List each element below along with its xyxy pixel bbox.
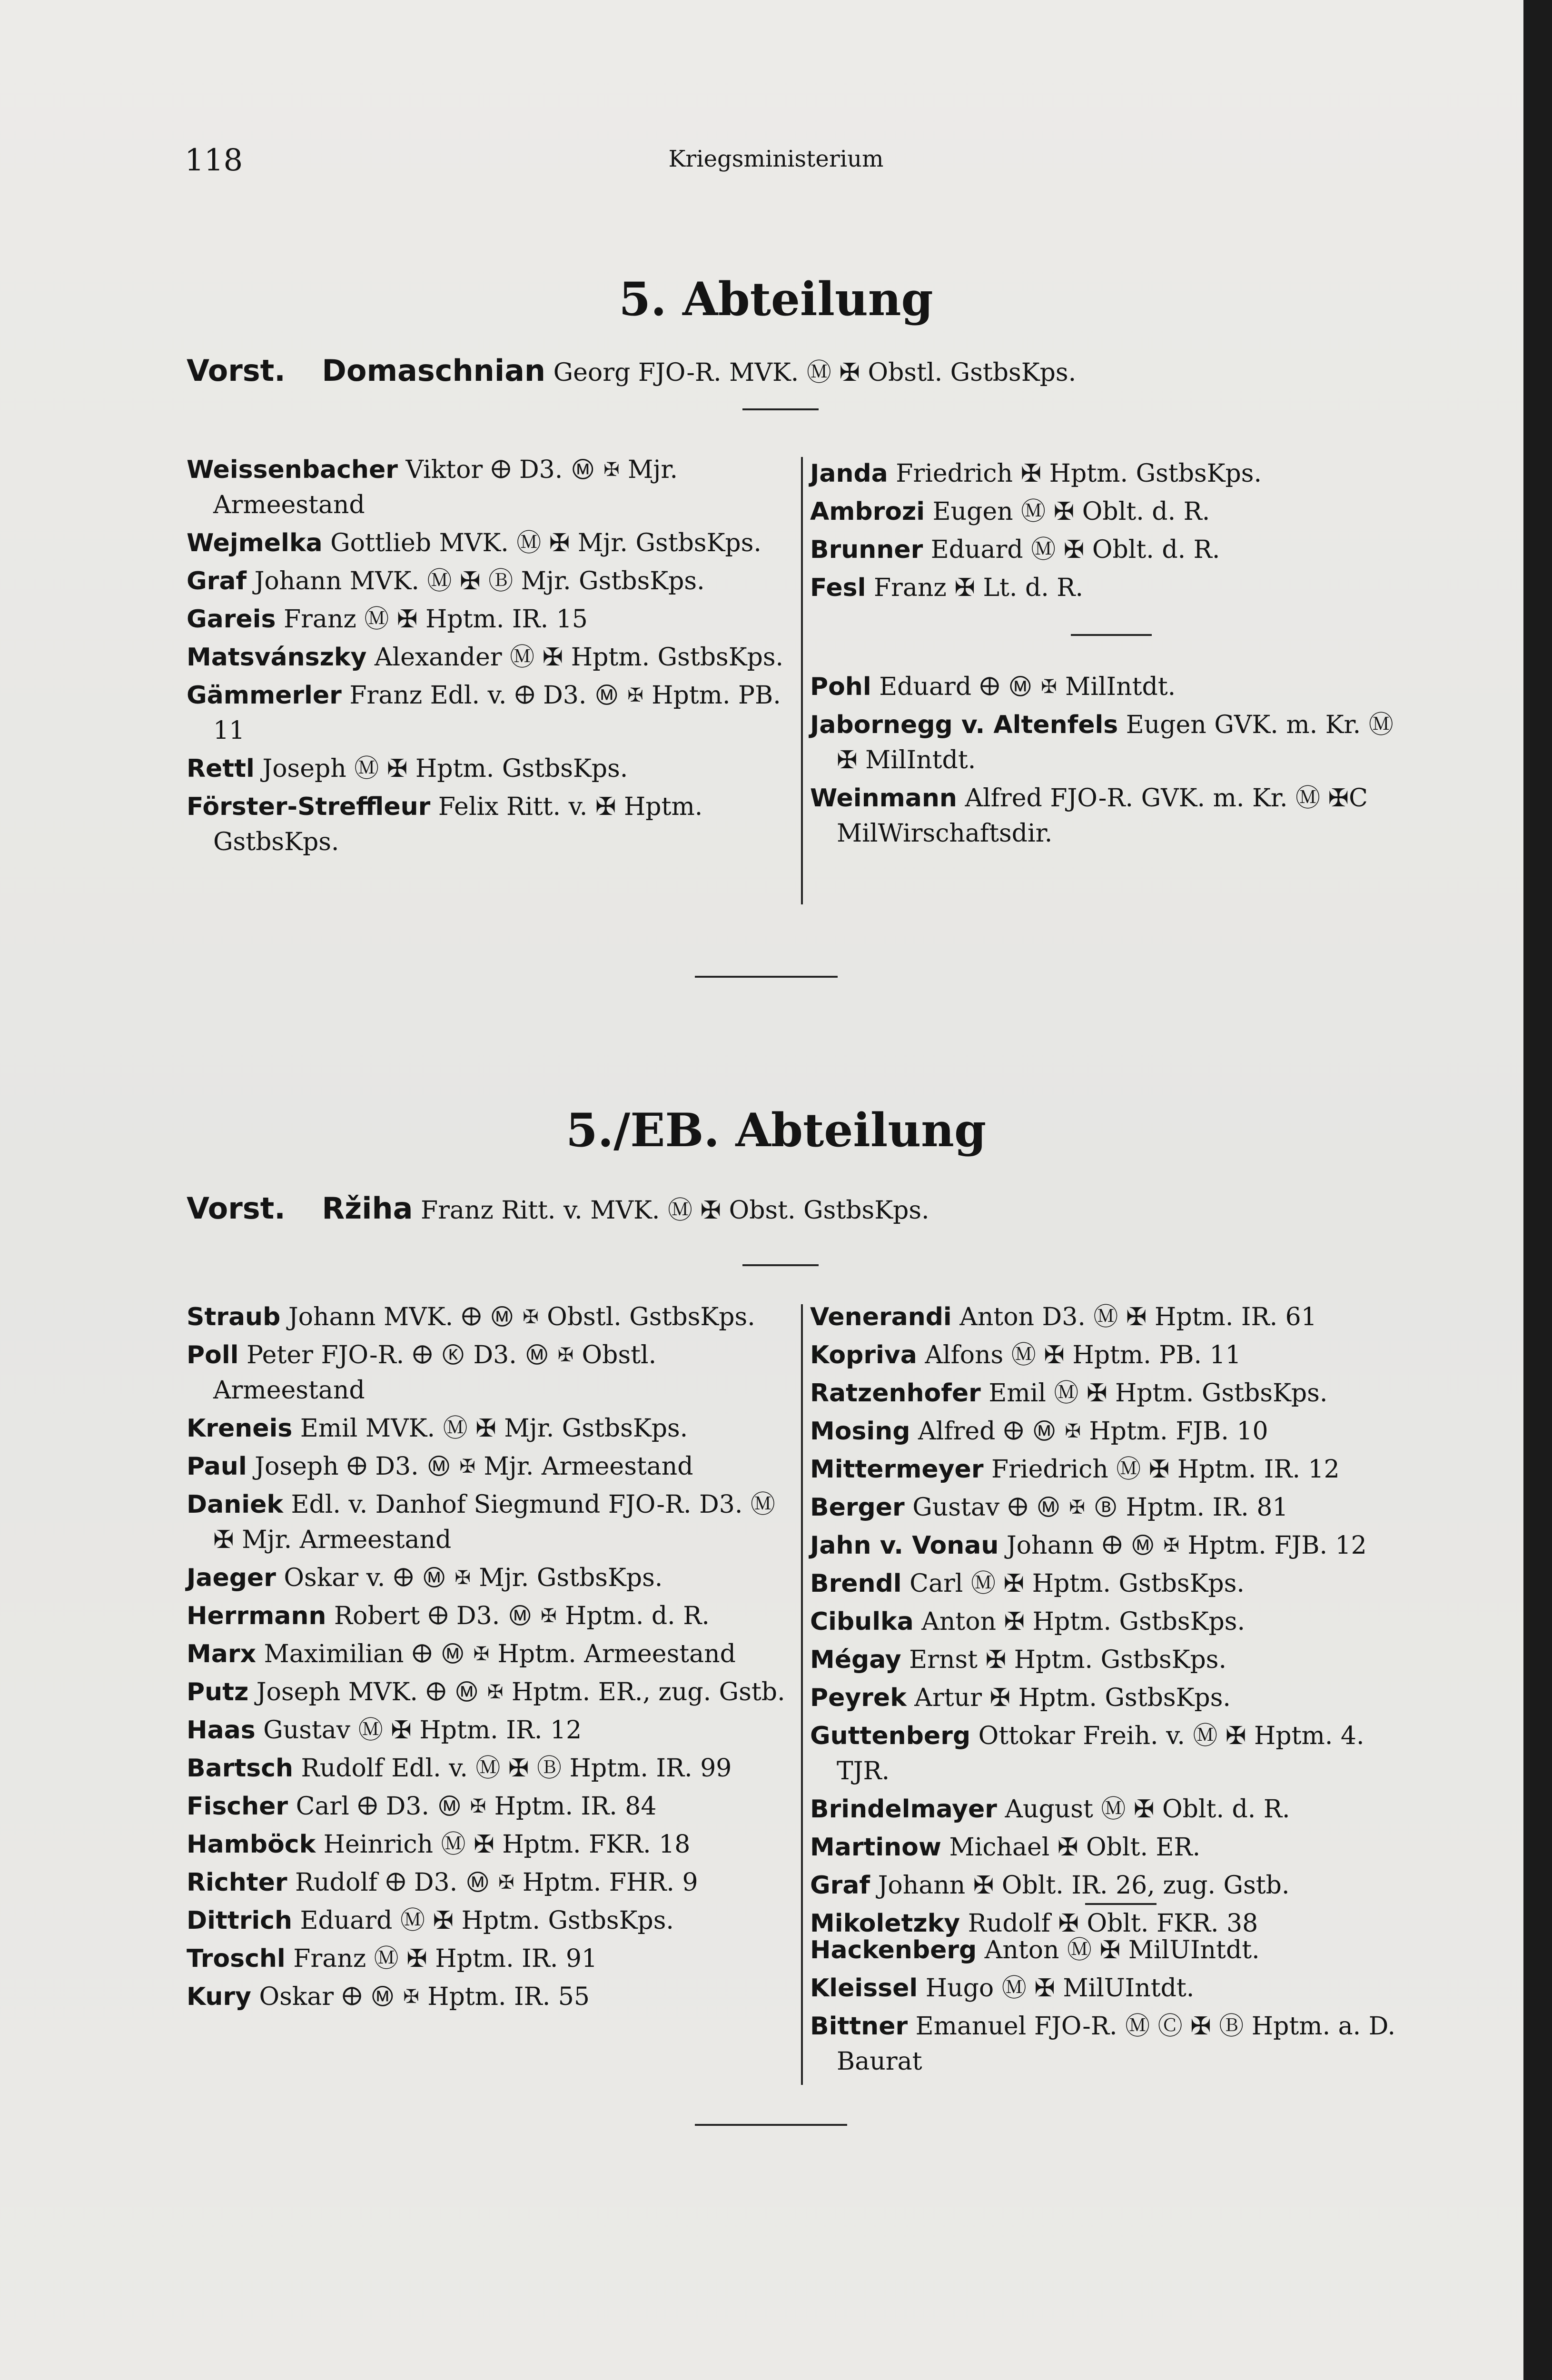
person-surname: Kury (187, 1983, 251, 2011)
person-details: Anton D3. Ⓜ ✠ Hptm. IR. 61 (951, 1303, 1317, 1331)
end-separator (695, 2124, 847, 2126)
person-surname: Bittner (810, 2012, 908, 2041)
person-surname: Mikoletzky (810, 1909, 960, 1938)
person-details: Friedrich ✠ Hptm. GstbsKps. (888, 459, 1262, 488)
person-details: Oskar v. 🜨 Ⓜ ✠ Mjr. GstbsKps. (276, 1564, 663, 1592)
person-details: Eugen GVK. m. Kr. Ⓜ ✠ MilIntdt. (837, 711, 1394, 774)
person-surname: Herrmann (187, 1602, 326, 1630)
person-details: Hugo Ⓜ ✠ MilUIntdt. (918, 1974, 1195, 2003)
roster-entry (187, 1338, 793, 1408)
person-surname: Guttenberg (810, 1722, 971, 1750)
director-name: Ržiha (322, 1191, 413, 1226)
roster-entry (187, 1979, 793, 2014)
person-details: Anton ✠ Hptm. GstbsKps. (913, 1607, 1245, 1636)
person-details: Franz Ⓜ ✠ Hptm. IR. 91 (285, 1944, 598, 1973)
roster-entry (810, 1299, 1405, 1335)
person-details: Alexander Ⓜ ✠ Hptm. GstbsKps. (366, 643, 784, 672)
roster-entry (810, 456, 1405, 491)
short-rule (1085, 1903, 1157, 1905)
roster-entry (810, 1642, 1405, 1677)
person-surname: Gareis (187, 605, 276, 634)
person-details: Ernst ✠ Hptm. GstbsKps. (901, 1646, 1227, 1674)
roster-entry (810, 707, 1405, 778)
person-details: Carl 🜨 D3. Ⓜ ✠ Hptm. IR. 84 (288, 1792, 657, 1821)
person-surname: Mosing (810, 1417, 910, 1446)
person-surname: Straub (187, 1303, 281, 1331)
short-rule (742, 408, 819, 410)
roster-entry (187, 1560, 793, 1596)
roster-entry (810, 1933, 1405, 1968)
person-details: Alfons Ⓜ ✠ Hptm. PB. 11 (917, 1341, 1241, 1369)
person-details: Artur ✠ Hptm. GstbsKps. (906, 1684, 1231, 1712)
roster-entry (810, 669, 1405, 704)
roster-entry (810, 2009, 1405, 2079)
person-details: Emil MVK. Ⓜ ✠ Mjr. GstbsKps. (292, 1414, 688, 1443)
roster-entry (810, 1566, 1405, 1601)
right-column-lower (810, 1933, 1405, 2082)
person-details: Gustav 🜨 Ⓜ ✠ Ⓑ Hptm. IR. 81 (904, 1493, 1288, 1522)
person-surname: Peyrek (810, 1684, 907, 1712)
person-surname: Jahn v. Vonau (810, 1531, 999, 1560)
roster-entry (187, 452, 793, 523)
roster-entry (810, 1604, 1405, 1639)
person-details: Alfred FJO-R. GVK. m. Kr. Ⓜ ✠C MilWirschaftsdir. (837, 784, 1368, 848)
roster-entry (810, 1528, 1405, 1563)
person-surname: Martinow (810, 1833, 941, 1862)
person-details: Rudolf 🜨 D3. Ⓜ ✠ Hptm. FHR. 9 (287, 1868, 698, 1897)
person-details: Joseph Ⓜ ✠ Hptm. GstbsKps. (254, 754, 628, 783)
person-surname: Jaeger (187, 1564, 276, 1592)
person-details: Eduard Ⓜ ✠ Hptm. GstbsKps. (292, 1906, 674, 1935)
person-surname: Janda (810, 459, 888, 488)
person-surname: Ratzenhofer (810, 1379, 981, 1408)
roster-entry (187, 564, 793, 599)
roster-entry (810, 1971, 1405, 2006)
person-details: Ottokar Freih. v. Ⓜ ✠ Hptm. 4. TJR. (837, 1722, 1364, 1785)
person-surname: Pohl (810, 673, 871, 701)
person-surname: Matsvánszky (187, 643, 367, 672)
roster-entry (810, 494, 1405, 529)
roster-entry (810, 1338, 1405, 1373)
person-details: Edl. v. Danhof Siegmund FJO-R. D3. Ⓜ ✠ Mjr. Armeestand (213, 1490, 775, 1554)
person-details: Joseph MVK. 🜨 Ⓜ ✠ Hptm. ER., zug. Gstb. (248, 1678, 785, 1706)
short-rule (742, 1264, 819, 1266)
vorst-label: Vorst. (187, 353, 286, 388)
person-surname: Venerandi (810, 1303, 952, 1331)
section-director (187, 1190, 929, 1226)
director-details: Georg FJO-R. MVK. Ⓜ ✠ Obstl. GstbsKps. (545, 358, 1077, 387)
roster-entry (187, 1789, 793, 1824)
person-surname: Brindelmayer (810, 1795, 997, 1824)
roster-entry (187, 678, 793, 748)
person-details: Franz Edl. v. 🜨 D3. Ⓜ ✠ Hptm. PB. 11 (213, 681, 781, 745)
person-surname: Haas (187, 1716, 256, 1745)
person-details: Heinrich Ⓜ ✠ Hptm. FKR. 18 (316, 1830, 691, 1859)
person-surname: Cibulka (810, 1607, 914, 1636)
person-details: Rudolf ✠ Oblt. FKR. 38 (960, 1909, 1258, 1938)
person-details: Oskar 🜨 Ⓜ ✠ Hptm. IR. 55 (251, 1983, 590, 2011)
person-surname: Weinmann (810, 784, 957, 813)
person-surname: Mittermeyer (810, 1455, 984, 1484)
right-column (810, 456, 1405, 608)
roster-entry (187, 1299, 793, 1335)
section-separator (695, 976, 838, 978)
roster-entry (810, 1452, 1405, 1487)
person-surname: Weissenbacher (187, 456, 398, 484)
person-details: Emil Ⓜ ✠ Hptm. GstbsKps. (980, 1379, 1328, 1408)
vorst-label: Vorst. (187, 1191, 286, 1226)
person-surname: Fesl (810, 574, 866, 602)
person-surname: Dittrich (187, 1906, 293, 1935)
person-surname: Marx (187, 1640, 257, 1668)
person-details: Anton Ⓜ ✠ MilUIntdt. (977, 1936, 1260, 1964)
roster-entry (187, 1865, 793, 1900)
roster-entry (187, 1713, 793, 1748)
left-column (187, 1299, 793, 2017)
person-details: Eduard 🜨 Ⓜ ✠ MilIntdt. (871, 673, 1176, 701)
roster-entry (187, 1903, 793, 1938)
roster-entry (810, 781, 1405, 851)
roster-entry (810, 570, 1405, 605)
roster-entry (187, 751, 793, 786)
person-details: Johann 🜨 Ⓜ ✠ Hptm. FJB. 12 (998, 1531, 1367, 1560)
person-surname: Richter (187, 1868, 287, 1897)
director-details: Franz Ritt. v. MVK. Ⓜ ✠ Obst. GstbsKps. (413, 1196, 929, 1225)
person-surname: Poll (187, 1341, 239, 1369)
person-surname: Brendl (810, 1569, 902, 1598)
roster-entry (187, 1487, 793, 1557)
roster-entry (187, 1675, 793, 1710)
person-details: Johann MVK. 🜨 Ⓜ ✠ Obstl. GstbsKps. (280, 1303, 755, 1331)
person-details: Michael ✠ Oblt. ER. (941, 1833, 1201, 1862)
roster-entry (810, 1680, 1405, 1716)
person-surname: Hackenberg (810, 1936, 977, 1964)
person-surname: Daniek (187, 1490, 283, 1519)
person-details: Eduard Ⓜ ✠ Oblt. d. R. (923, 536, 1220, 564)
person-surname: Jabornegg v. Altenfels (810, 711, 1118, 739)
person-details: August Ⓜ ✠ Oblt. d. R. (997, 1795, 1290, 1824)
roster-entry (187, 1598, 793, 1634)
person-surname: Graf (187, 567, 247, 595)
page-number: 118 (185, 143, 243, 178)
roster-entry (810, 1376, 1405, 1411)
person-details: Carl Ⓜ ✠ Hptm. GstbsKps. (901, 1569, 1245, 1598)
scan-dark-edge (1523, 0, 1552, 2380)
person-details: Felix Ritt. v. ✠ Hptm. GstbsKps. (213, 793, 703, 856)
person-details: Rudolf Edl. v. Ⓜ ✠ Ⓑ Hptm. IR. 99 (293, 1754, 732, 1783)
roster-entry (187, 1751, 793, 1786)
roster-entry (187, 1411, 793, 1446)
person-details: Maximilian 🜨 Ⓜ ✠ Hptm. Armeestand (256, 1640, 736, 1668)
person-surname: Graf (810, 1871, 870, 1900)
left-column (187, 452, 793, 863)
person-surname: Brunner (810, 536, 923, 564)
person-details: Gustav Ⓜ ✠ Hptm. IR. 12 (255, 1716, 582, 1745)
person-surname: Hamböck (187, 1830, 316, 1859)
roster-entry (187, 526, 793, 561)
person-details: Gottlieb MVK. Ⓜ ✠ Mjr. GstbsKps. (322, 529, 761, 557)
roster-entry (810, 1414, 1405, 1449)
roster-entry (810, 1792, 1405, 1827)
column-divider (801, 457, 803, 904)
person-surname: Gämmerler (187, 681, 342, 710)
short-rule (1071, 634, 1152, 636)
person-details: Johann ✠ Oblt. IR. 26, zug. Gstb. (870, 1871, 1290, 1900)
roster-entry (187, 789, 793, 860)
person-surname: Wejmelka (187, 529, 323, 557)
roster-entry (810, 532, 1405, 567)
person-surname: Kopriva (810, 1341, 917, 1369)
roster-entry (187, 1827, 793, 1862)
person-surname: Förster-Streffleur (187, 793, 431, 821)
roster-entry (810, 1490, 1405, 1525)
person-details: Friedrich Ⓜ ✠ Hptm. IR. 12 (983, 1455, 1340, 1484)
person-details: Alfred 🜨 Ⓜ ✠ Hptm. FJB. 10 (910, 1417, 1268, 1446)
section-heading: 5. Abteilung (619, 272, 933, 326)
column-divider (801, 1304, 803, 2085)
person-details: Franz Ⓜ ✠ Hptm. IR. 15 (276, 605, 588, 634)
person-surname: Rettl (187, 754, 255, 783)
person-surname: Mégay (810, 1646, 901, 1674)
section-heading: 5./EB. Abteilung (565, 1103, 987, 1157)
person-surname: Paul (187, 1452, 247, 1481)
running-head: Kriegsministerium (668, 146, 884, 172)
person-details: Johann MVK. Ⓜ ✠ Ⓑ Mjr. GstbsKps. (247, 567, 705, 595)
person-surname: Bartsch (187, 1754, 294, 1783)
person-surname: Kleissel (810, 1974, 918, 2003)
section-director (187, 352, 1076, 388)
roster-entry (810, 1718, 1405, 1789)
roster-entry (810, 1868, 1405, 1903)
person-surname: Kreneis (187, 1414, 293, 1443)
person-details: Eugen Ⓜ ✠ Oblt. d. R. (925, 497, 1210, 526)
person-details: Robert 🜨 D3. Ⓜ ✠ Hptm. d. R. (326, 1602, 710, 1630)
right-column (810, 1299, 1405, 1944)
roster-entry (187, 1449, 793, 1484)
right-column-lower (810, 669, 1405, 854)
person-details: Peter FJO-R. 🜨 Ⓚ D3. Ⓜ ✠ Obstl. Armeestand (213, 1341, 657, 1405)
person-surname: Troschl (187, 1944, 286, 1973)
roster-entry (187, 1941, 793, 1976)
person-surname: Fischer (187, 1792, 288, 1821)
person-surname: Ambrozi (810, 497, 925, 526)
person-surname: Putz (187, 1678, 249, 1706)
director-name: Domaschnian (322, 353, 546, 388)
roster-entry (187, 1636, 793, 1672)
roster-entry (187, 602, 793, 637)
person-surname: Berger (810, 1493, 905, 1522)
roster-entry (187, 640, 793, 675)
person-details: Emanuel FJO-R. Ⓜ Ⓒ ✠ Ⓑ Hptm. a. D. Baurat (837, 2012, 1396, 2076)
person-details: Franz ✠ Lt. d. R. (866, 574, 1083, 602)
person-details: Viktor 🜨 D3. Ⓜ ✠ Mjr. Armeestand (213, 456, 678, 519)
roster-entry (810, 1830, 1405, 1865)
person-details: Joseph 🜨 D3. Ⓜ ✠ Mjr. Armeestand (247, 1452, 693, 1481)
